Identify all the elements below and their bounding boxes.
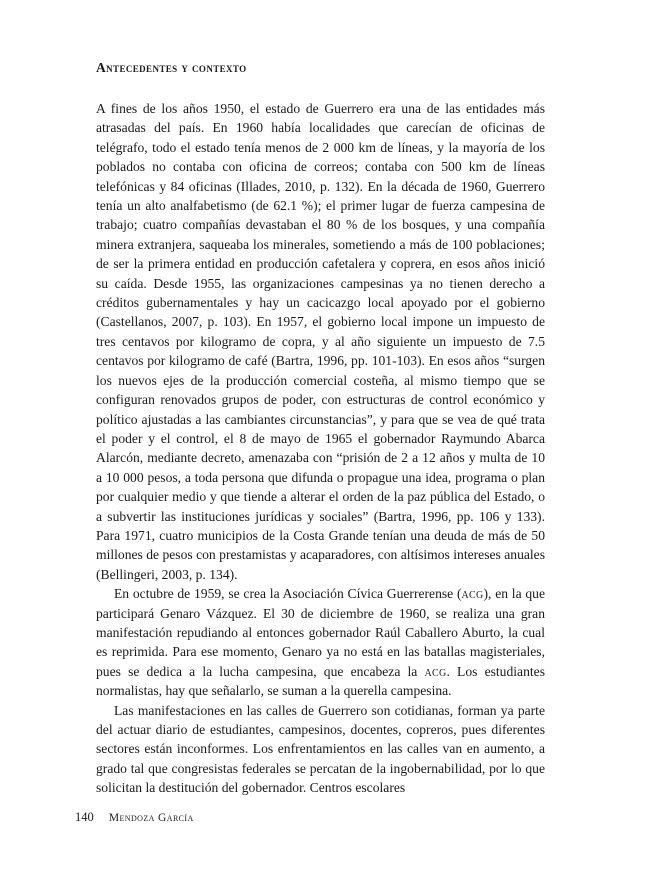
paragraph-text: ), en la que participará Genaro Vázquez. El 30 de diciembre de 1960, se realiza una gran manifestación repudiando al entonces gobernador Raúl Caballero Aburto, la cual es reprimida. Para ese momento, Genaro ya no está en las batallas magisteriales, pues se dedica a la lucha campesina, que encabeza la	[96, 586, 545, 679]
paragraph-text: A fines de los años 1950, el estado de Guerrero era una de las entidades más atrasadas del país. En 1960 había localidades que carecían de oficinas de telégrafo, todo el estado tenía menos de 2 000 km de líneas, y la mayoría de los poblados no contaba con oficina de correos; contaba con 500 km de líneas telefónicas y 84 oficinas (Illades, 2010, p. 132). En la década de 1960, Guerrero tenía un alto analfabetismo (de 62.1 %); el primer lugar de fuerza campesina de trabajo; cuatro compañías devastaban el 80 % de los bosques, y una compañía minera extranjera, saqueaba los minerales, sometiendo a más de 100 poblaciones; de ser la primera entidad en producción cafetalera y coprera, en esos años inició su caída. Desde 1955, las organizaciones campesinas ya no tienen derecho a créditos gubernamentales y hay un cacicazgo local apoyado por el gobierno (Castellanos, 2007, p. 103). En 1957, el gobierno local impone un impuesto de tres centavos por kilogramo de copra, y al año siguiente un impuesto de 7.5 centavos por kilogramo de café (Bartra, 1996, pp. 101-103). En esos años “surgen los nuevos ejes de la producción comercial costeña, al mismo tiempo que se configuran renovados grupos de poder, con estructuras de control económico y político ajustadas a las cambiantes circunstancias”, y para que se vea de qué trata el poder y el control, el 8 de mayo de 1965 el gobernador Raymundo Abarca Alarcón, mediante decreto, amenazaba con “prisión de 2 a 12 años y multa de 10 a 10 000 pesos, a toda persona que difunda o propague una idea, programa o plan por cualquier medio y que tiende a alterar el orden de la paz pública del Estado, o a subvertir las instituciones jurídicas y sociales” (Bartra, 1996, pp. 106 y 133). Para 1971, cuatro municipios de la Costa Grande tenían una deuda de más de 50 millones de pesos con prestamistas y acaparadores, con altísimos intereses anuales (Bellingeri, 2003, p. 134).	[96, 101, 545, 582]
section-title: Antecedentes y contexto	[96, 60, 247, 75]
page-body	[96, 58, 545, 798]
paragraph-context-guerrero	[96, 99, 545, 584]
paragraph-text: . Los estudiantes normalistas, hay que señalarlo, se suman a la querella campesina.	[96, 663, 545, 699]
paragraph-text: En octubre de 1959, se crea la Asociación Cívica Guerrerense (	[114, 586, 462, 602]
abbreviation-acg: acg	[461, 586, 484, 602]
abbreviation-acg: acg	[424, 663, 447, 679]
paragraph-manifestaciones	[96, 701, 545, 798]
paragraph-text: Las manifestaciones en las calles de Guerrero son cotidianas, forman ya parte del actuar diario de estudiantes, campesinos, docentes, copreros, pues diferentes sectores están inconformes. Los enfrentamientos en las calles van en aumento, a grado tal que congresistas federales se percatan de la ingobernabilidad, por lo que solicitan la destitución del gobernador. Centros escolares	[96, 702, 545, 796]
page-number: 140	[75, 810, 94, 824]
page-footer	[75, 808, 194, 827]
paragraph-acg	[96, 584, 545, 700]
running-head: Mendoza García	[108, 812, 194, 824]
